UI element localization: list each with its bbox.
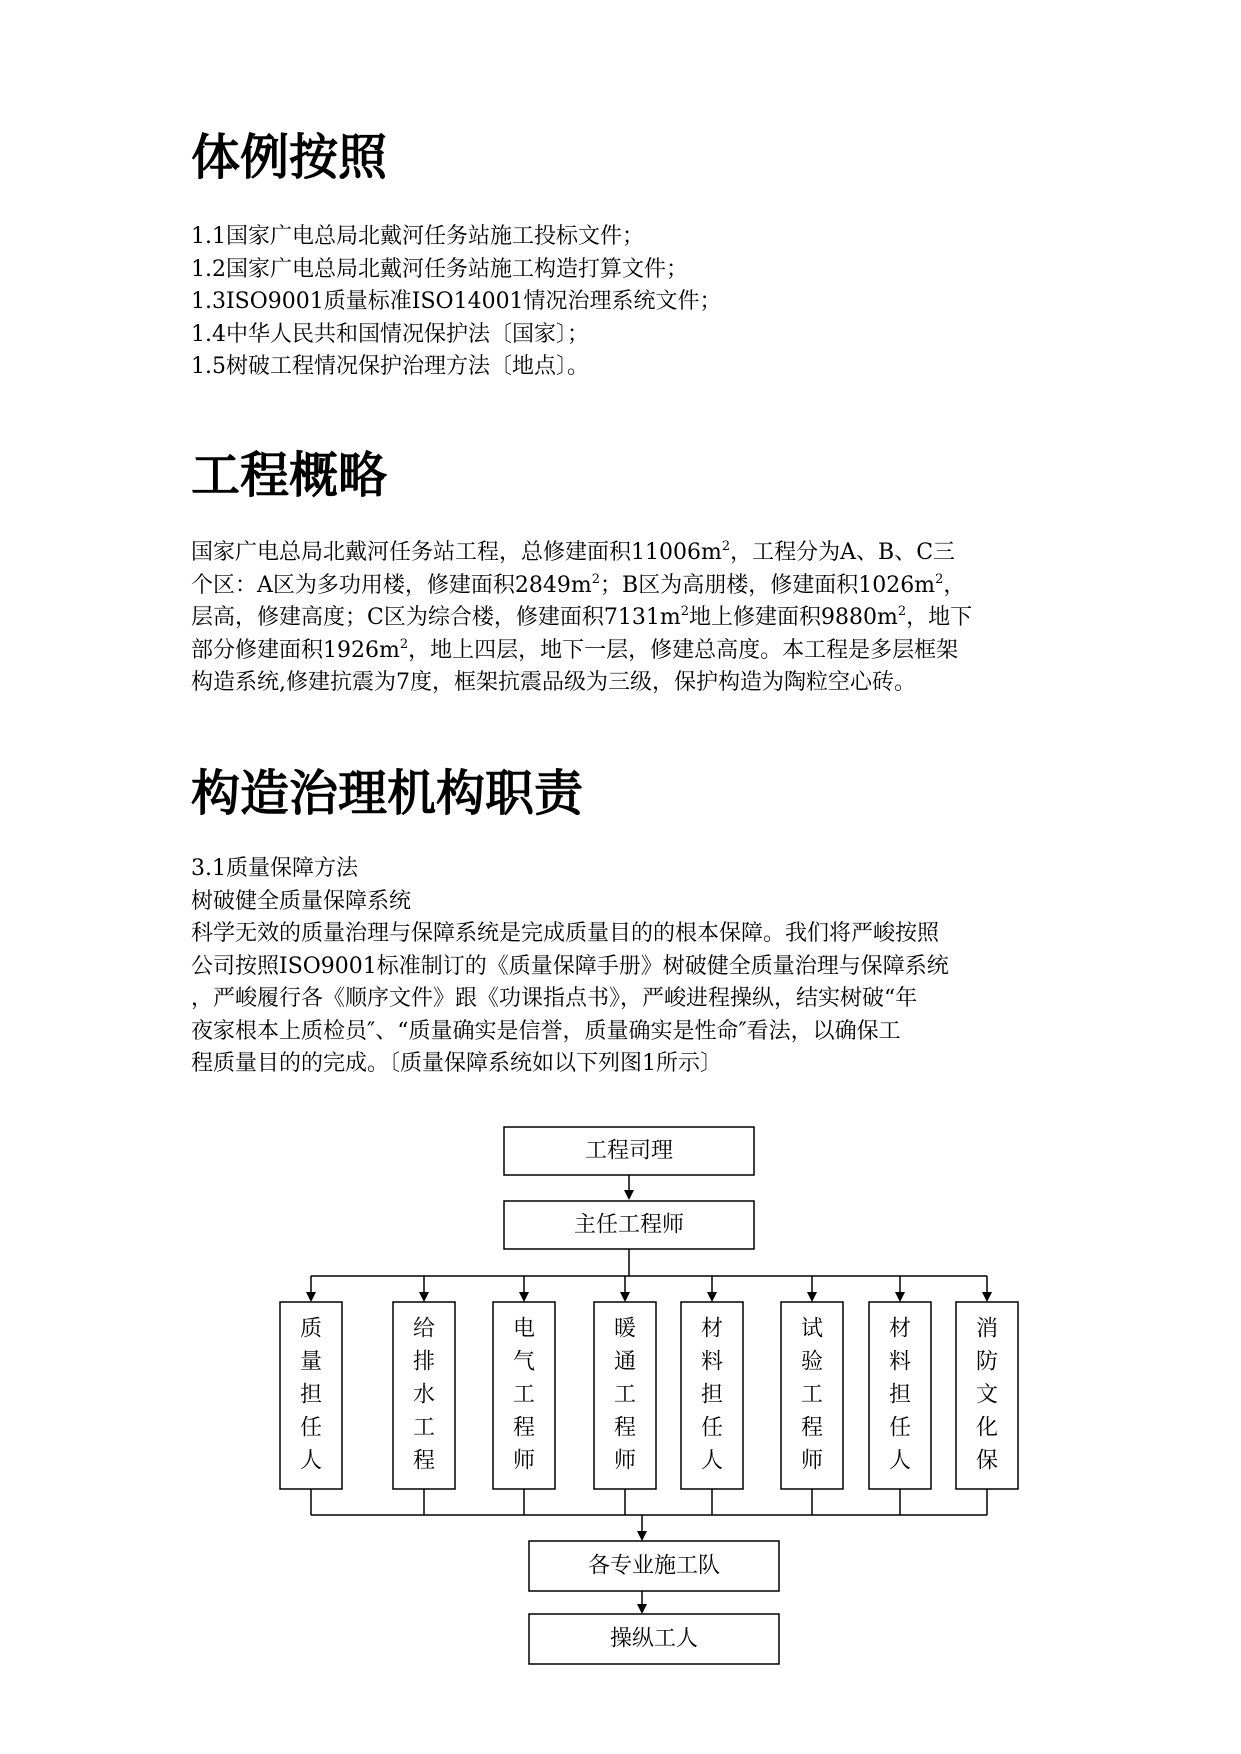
list-item: 1.2国家广电总局北戴河任务站施工构造打算文件； [191,256,688,282]
paragraph-line: 程质量目的的完成。〔质量保障系统如以下列图1所示〕 [191,1051,722,1076]
role-box-char: 质 [299,1316,323,1342]
section-title-standards: 体例按照 [191,129,388,186]
role-box-char: 任 [888,1415,912,1441]
role-box-char: 通 [613,1349,637,1375]
role-box-char: 工 [412,1415,436,1441]
box-label: 工程司理 [584,1138,674,1164]
role-box-char: 材 [700,1316,724,1342]
role-box-char: 暖 [613,1316,637,1342]
role-box-char: 工 [613,1382,637,1408]
role-box-char: 师 [613,1448,637,1474]
section-title-overview: 工程概略 [191,447,388,504]
role-box-char: 人 [888,1448,912,1474]
role-box-char: 材 [888,1316,912,1342]
role-box-char: 师 [800,1448,824,1474]
role-box-char: 人 [299,1448,323,1474]
paragraph-line: 层高，修建高度；C区为综合楼，修建面积$7131m^2$地上修建面积$9880m^2$，地下 [191,604,973,630]
role-box-char: 程 [412,1448,436,1474]
role-box-char: 程 [613,1415,637,1441]
role-box-char: 电 [512,1316,536,1342]
role-box-char: 量 [299,1349,323,1375]
role-box-char: 任 [299,1415,323,1441]
box-label: 操纵工人 [609,1626,699,1652]
subsection-heading: 3.1质量保障方法 [191,856,358,881]
role-box-char: 担 [888,1382,912,1408]
role-box-char: 保 [975,1448,999,1474]
role-box-char: 气 [512,1349,536,1375]
paragraph-line: 构造系统,修建抗震为7度，框架抗震品级为三级，保护构造为陶粒空心砖。 [191,670,916,695]
role-box-char: 化 [975,1415,999,1441]
role-box-char: 防 [975,1349,999,1375]
paragraph-line: 科学无效的质量治理与保障系统是完成质量目的的根本保障。我们将严峻按照 [191,921,940,946]
paragraph-line: 国家广电总局北戴河任务站工程，总修建面积$11006m^2$，工程分为A、B、C三 [191,539,956,565]
role-box-char: 给 [412,1316,436,1342]
section-title-organization: 构造治理机构职责 [191,765,584,822]
role-box-char: 人 [700,1448,724,1474]
paragraph-line: 个区：A区为多功用楼，修建面积$2849m^2$；B区为高朋楼，修建面积$1026m^2$， [191,571,966,598]
role-box-char: 排 [412,1349,436,1375]
paragraph-line: 夜家根本上质检员″、“质量确实是信誉，质量确实是性命″看法，以确保工 [191,1018,901,1044]
role-box-char: 文 [975,1382,999,1408]
role-box-char: 程 [512,1415,536,1441]
role-box-char: 担 [299,1382,323,1408]
role-box-char: 工 [800,1382,824,1408]
role-box-char: 任 [700,1415,724,1441]
role-box-char: 试 [800,1316,824,1342]
list-item: 1.4中华人民共和国情况保护法〔国家〕； [191,321,589,347]
paragraph-line: 部分修建面积$1926m^2$，地上四层，地下一层，修建总高度。本工程是多层框架 [191,636,959,663]
role-box-char: 担 [700,1382,724,1408]
list-item: 1.1国家广电总局北戴河任务站施工投标文件； [191,224,644,249]
role-box-char: 程 [800,1415,824,1441]
box-label: 主任工程师 [573,1212,685,1238]
role-box-char: 料 [700,1349,724,1375]
list-item: 1.5树破工程情况保护治理方法〔地点〕。 [191,354,589,379]
role-box-char: 验 [800,1349,824,1375]
list-item: 1.3ISO9001质量标准ISO14001情况治理系统文件； [191,289,722,314]
box-label: 各专业施工队 [587,1553,721,1579]
role-box-char: 料 [888,1349,912,1375]
role-box-char: 水 [412,1382,436,1408]
paragraph-line: 树破健全质量保障系统 [191,888,412,914]
paragraph-line: 公司按照ISO9001标准制订的《质量保障手册》树破健全质量治理与保障系统 [191,953,949,979]
role-box-char: 工 [512,1382,536,1408]
role-box-char: 师 [512,1448,536,1474]
paragraph-line: ，严峻履行各《顺序文件》跟《功课指点书》，严峻进程操纵，结实树破“年 [191,986,918,1011]
role-box-char: 消 [975,1316,999,1342]
